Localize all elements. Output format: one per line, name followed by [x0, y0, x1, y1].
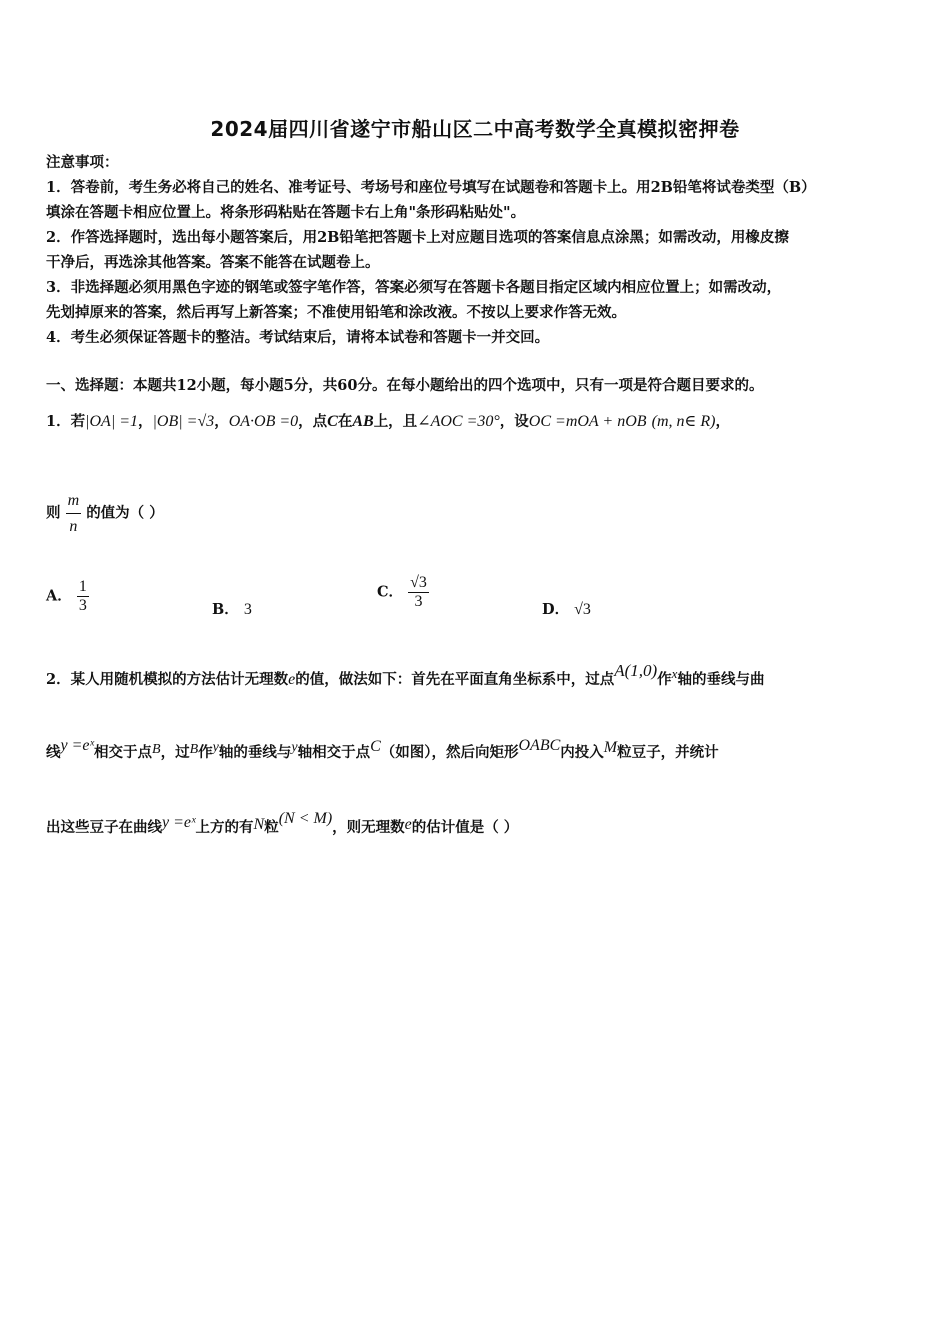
fraction-numerator: m [67, 492, 80, 509]
question-1-ask [46, 488, 164, 539]
notice-line: 4．考生必须保证答题卡的整洁。考试结束后，请将本试卷和答题卡一并交回。 [46, 329, 550, 346]
q2-text: ，过 [160, 744, 190, 761]
notice-line: 2．作答选择题时，选出每小题答案后，用2B铅笔把答题卡上对应题目选项的答案信息点涂黑；如需改动，用橡皮擦 [46, 229, 789, 246]
q2-text: 轴相交于点 [297, 744, 371, 761]
q2-point-c: C [370, 738, 381, 755]
q1-condition: (m, n∈ R) [651, 413, 716, 430]
q2-text: 上方的有 [195, 819, 254, 836]
q2-text: （如图），然后向矩形 [380, 744, 519, 761]
option-c-fraction [408, 574, 429, 611]
q1-sep: ， [138, 413, 153, 430]
q2-e: e [404, 816, 412, 833]
q1-oa: |OA| =1 [85, 413, 139, 430]
option-b-value: 3 [243, 601, 252, 618]
q2-text: 粒 [264, 819, 279, 836]
q2-y: y [212, 740, 219, 755]
option-a-fraction [77, 578, 89, 615]
q2-point-b: B [152, 742, 161, 757]
q2-point-b: B [189, 742, 199, 757]
q1-ask-text: 的值为（ ） [86, 504, 164, 522]
q2-text: 作 [657, 671, 672, 688]
q2-curve: y =eˣ [162, 814, 196, 831]
q1-angle: ∠AOC =30° [417, 413, 500, 430]
fraction-denominator: 3 [78, 597, 87, 614]
q2-e: e [288, 671, 296, 688]
fraction-denominator: n [66, 513, 82, 539]
question-1-stem [46, 409, 730, 434]
option-label: C． [377, 583, 404, 601]
q1-text: 在 [337, 413, 353, 430]
q2-point-a: A(1,0) [614, 661, 658, 680]
q2-text: 轴的垂线与 [218, 744, 292, 761]
fraction-denominator: 3 [408, 592, 429, 611]
q2-text: 粒豆子，并统计 [617, 744, 719, 761]
section-heading: 一、选择题：本题共12小题，每小题5分，共60分。在每小题给出的四个选项中，只有一项是符合题目要求的。 [46, 377, 764, 394]
q2-m: M [603, 739, 618, 756]
page-title: 2024届四川省遂宁市船山区二中高考数学全真模拟密押卷 [210, 117, 740, 141]
q1-segment-ab: AB [352, 413, 374, 430]
q1-fraction [66, 488, 82, 539]
q1-then: 则 [46, 504, 61, 522]
question-2-line-1 [46, 661, 765, 692]
q2-text: 的值，做法如下：首先在平面直角坐标系中，过点 [295, 671, 615, 688]
q2-text: 2．某人用随机模拟的方法估计无理数 [46, 671, 289, 688]
q1-lead: 1．若 [46, 413, 86, 430]
q2-text: 轴的垂线与曲 [677, 671, 765, 688]
q2-n-condition: (N < M) [278, 810, 333, 827]
q2-text: 作 [198, 744, 213, 761]
q1-text: ，点 [298, 413, 328, 430]
option-label: D． [542, 601, 570, 618]
option-a[interactable] [46, 578, 89, 615]
q2-text: 的估计值是（ ） [411, 819, 519, 836]
option-d[interactable] [542, 598, 591, 619]
q2-text: 线 [46, 744, 61, 761]
q1-text: ，设 [499, 413, 529, 430]
q2-x: x [671, 666, 678, 681]
option-label: A． [46, 587, 72, 605]
q1-dot-product: OA·OB =0 [228, 413, 299, 430]
q1-text: ， [715, 413, 730, 430]
q1-vector-eq: OC =mOA + nOB [528, 413, 647, 430]
notice-line: 先划掉原来的答案，然后再写上新答案；不准使用铅笔和涂改液。不按以上要求作答无效。 [46, 304, 626, 321]
q2-text: ，则无理数 [332, 819, 405, 836]
q2-y: y [291, 740, 298, 755]
question-2-line-3 [46, 810, 519, 840]
notice-heading: 注意事项： [46, 154, 119, 171]
q1-text: 上，且 [373, 413, 418, 430]
q2-n: N [253, 816, 265, 833]
q2-curve: y =eˣ [60, 737, 95, 754]
fraction-numerator: √3 [410, 574, 427, 591]
q1-sep: ， [214, 413, 229, 430]
option-d-value: √3 [574, 601, 591, 618]
q2-text: 内投入 [560, 744, 604, 761]
notice-line: 3．非选择题必须用黑色字迹的钢笔或签字笔作答，答案必须写在答题卡各题目指定区域内相应位置上；如需改动， [46, 279, 782, 296]
notice-line: 干净后，再选涂其他答案。答案不能答在试题卷上。 [46, 254, 380, 271]
notice-line: 1．答卷前，考生务必将自己的姓名、准考证号、考场号和座位号填写在试题卷和答题卡上。用2B铅笔将试卷类型（B） [46, 179, 816, 196]
notice-line: 填涂在答题卡相应位置上。将条形码粘贴在答题卡右上角"条形码粘贴处"。 [46, 204, 526, 221]
q1-point-c: C [327, 413, 338, 430]
q1-ob: |OB| =√3 [152, 413, 215, 430]
q2-text: 相交于点 [94, 744, 153, 761]
q2-rectangle: OABC [518, 737, 561, 754]
option-label: B． [212, 601, 239, 618]
option-c[interactable] [377, 574, 429, 611]
q2-text: 出这些豆子在曲线 [46, 819, 162, 836]
option-b[interactable] [212, 598, 252, 619]
question-2-line-2 [46, 737, 719, 766]
fraction-numerator: 1 [78, 578, 87, 595]
